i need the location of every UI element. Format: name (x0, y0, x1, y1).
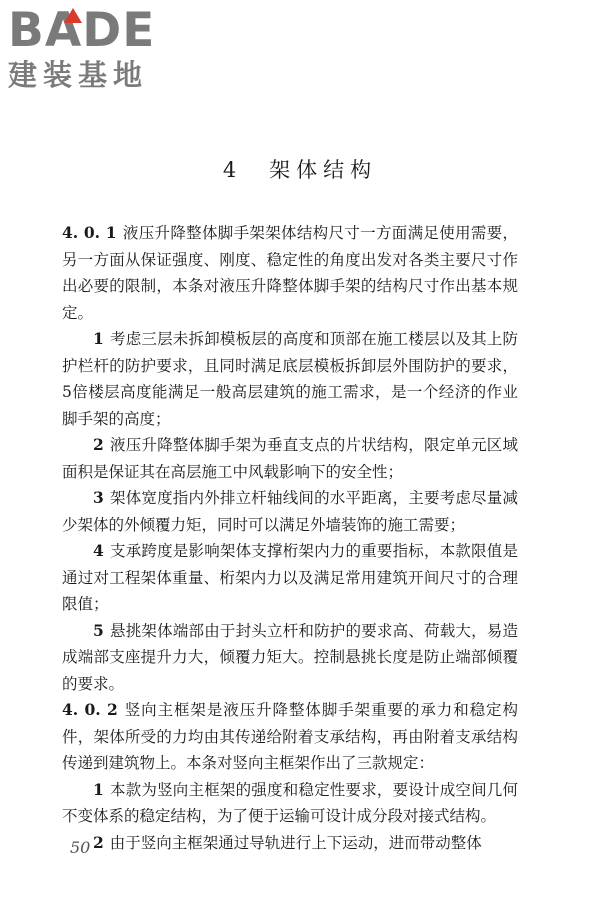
list-item (62, 777, 518, 830)
item-text: 液压升降整体脚手架为垂直支点的片状结构，限定单元区域面积是保证其在高层施工中风载影响下的安全性； (62, 436, 518, 481)
item-number: 5 (93, 620, 104, 640)
item-number: 1 (93, 779, 104, 799)
clause-text: 竖向主框架是液压升降整体脚手架重要的承力和稳定构件，架体所受的力均由其传递给附着支承结构，再由附着支承结构传递到建筑物上。本条对竖向主框架作出了三款规定： (62, 701, 518, 772)
logo-word-text: BADE (8, 3, 156, 58)
item-number: 4 (93, 541, 104, 560)
body-text (62, 220, 518, 856)
logo-accent-triangle-icon (64, 8, 82, 23)
clause-4-0-2 (62, 697, 518, 777)
list-item (62, 432, 518, 485)
clause-number: 4. 0. 1 (62, 223, 117, 242)
list-item (62, 830, 518, 857)
item-text: 架体宽度指内外排立杆轴线间的水平距离，主要考虑尽量减少架体的外倾覆力矩，同时可以满足外墙装饰的施工需要； (62, 489, 518, 534)
item-number: 3 (93, 488, 104, 507)
clause-number: 4. 0. 2 (62, 700, 118, 719)
item-text: 考虑三层未拆卸模板层的高度和顶部在施工楼层以及其上防护栏杆的防护要求，且同时满足底层模板拆卸层外围防护的要求，5倍楼层高度能满足一般高层建筑的施工需求，是一个经济的作业脚手架的高度； (62, 330, 518, 428)
list-item (62, 485, 518, 538)
clause-text: 液压升降整体脚手架架体结构尺寸一方面满足使用需要，另一方面从保证强度、刚度、稳定性的角度出发对各类主要尺寸作出必要的限制，本条对液压升降整体脚手架的结构尺寸作出基本规定。 (62, 224, 518, 322)
logo-wordmark (8, 3, 178, 58)
logo-subtitle: 建装基地 (8, 58, 149, 92)
list-item (62, 538, 518, 618)
item-number: 2 (93, 435, 104, 454)
item-number: 1 (93, 329, 104, 348)
page-number: 50 (70, 838, 91, 857)
chapter-title: 4 架体结构 (222, 158, 378, 182)
clause-4-0-1 (62, 220, 518, 326)
item-text: 由于竖向主框架通过导轨进行上下运动，进而带动整体 (109, 833, 482, 852)
item-text: 支承跨度是影响架体支撑桁架内力的重要指标，本款限值是通过对工程架体重量、桁架内力以及满足常用建筑开间尺寸的合理限值； (62, 542, 518, 613)
list-item (62, 326, 518, 432)
list-item (62, 618, 518, 698)
item-text: 本款为竖向主框架的强度和稳定性要求，要设计成空间几何不变体系的稳定结构，为了便于运输可设计成分段对接式结构。 (62, 780, 518, 825)
bade-logo (8, 3, 178, 92)
item-number: 2 (93, 832, 104, 852)
item-text: 悬挑架体端部由于封头立杆和防护的要求高、荷载大，易造成端部支座提升力大，倾覆力矩大。控制悬挑长度是防止端部倾覆的要求。 (62, 621, 518, 693)
